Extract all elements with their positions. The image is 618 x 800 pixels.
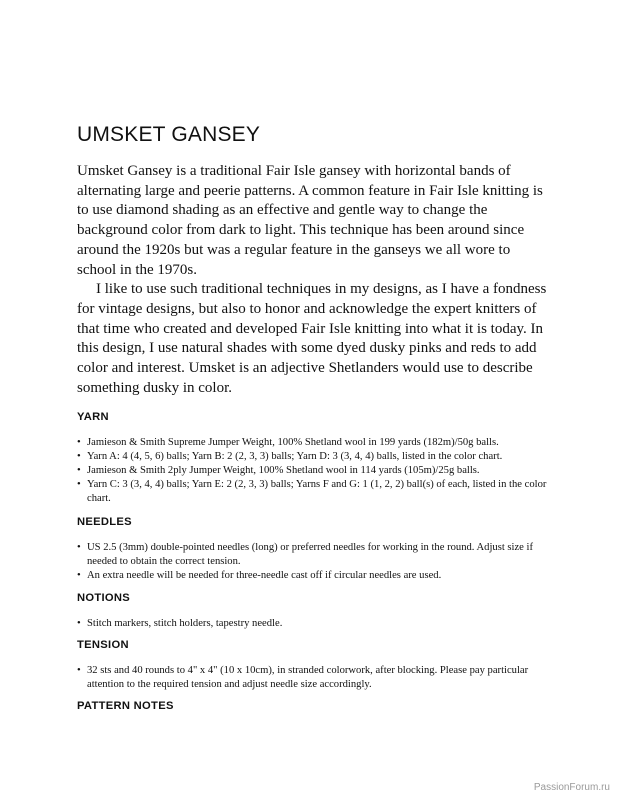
tension-list — [77, 664, 547, 692]
tension-section — [77, 639, 547, 692]
yarn-list — [77, 436, 547, 506]
pattern-notes-section — [77, 700, 547, 725]
page-title: UMSKET GANSEY — [77, 123, 261, 146]
intro-paragraph: Umsket Gansey is a traditional Fair Isle gansey with horizontal bands of alternating large and peerie patterns. A common feature in Fair Isle knitting is to use diamond shading as an effective and gentle way to change the background color from dark to light. This technique has been around since around the 1920s but was a regular feature in the ganseys we all wore to school in the 1970s. — [77, 163, 543, 278]
notions-heading: NOTIONS — [77, 592, 131, 604]
list-item: • Yarn C: 3 (3, 4, 4) balls; Yarn E: 2 (2, 3, 3) balls; Yarns F and G: 1 (1, 2, 2) ball(s) of each, listed in the color chart. — [77, 478, 547, 506]
yarn-heading: YARN — [77, 411, 109, 423]
needles-list — [77, 541, 547, 583]
list-item: • An extra needle will be needed for three-needle cast off if circular needles are used. — [77, 569, 547, 583]
notions-list — [77, 617, 547, 631]
intro-text — [77, 162, 547, 398]
intro-paragraph: I like to use such traditional techniques in my designs, as I have a fondness for vintage designs, but also to honor and acknowledge the expert knitters of that time who created and developed Fair Isle knitting into what it is today. In this design, I use natural shades with some dyed dusky pinks and reds to add color and interest. Umsket is an adjective Shetlanders would use to describe something dusky in color. — [77, 281, 547, 396]
list-item: • Jamieson & Smith Supreme Jumper Weight, 100% Shetland wool in 199 yards (182m)/50g balls. — [77, 436, 547, 450]
notions-section — [77, 592, 547, 631]
pattern-notes-heading: PATTERN NOTES — [77, 700, 174, 712]
yarn-section — [77, 411, 547, 506]
list-item: • Jamieson & Smith 2ply Jumper Weight, 100% Shetland wool in 114 yards (105m)/25g balls. — [77, 464, 547, 478]
list-item: • US 2.5 (3mm) double-pointed needles (long) or preferred needles for working in the round. Adjust size if needed to obtain the correct tension. — [77, 541, 547, 569]
list-item: • Stitch markers, stitch holders, tapestry needle. — [77, 617, 547, 631]
list-item: • Yarn A: 4 (4, 5, 6) balls; Yarn B: 2 (2, 3, 3) balls; Yarn D: 3 (3, 4, 4) balls, listed in the color chart. — [77, 450, 547, 464]
tension-heading: TENSION — [77, 639, 129, 651]
watermark: PassionForum.ru — [533, 782, 610, 793]
list-item: • 32 sts and 40 rounds to 4" x 4" (10 x 10cm), in stranded colorwork, after blocking. Please pay particular attention to the required tension and adjust needle size accordingly. — [77, 664, 547, 692]
needles-section — [77, 516, 547, 583]
needles-heading: NEEDLES — [77, 516, 132, 528]
